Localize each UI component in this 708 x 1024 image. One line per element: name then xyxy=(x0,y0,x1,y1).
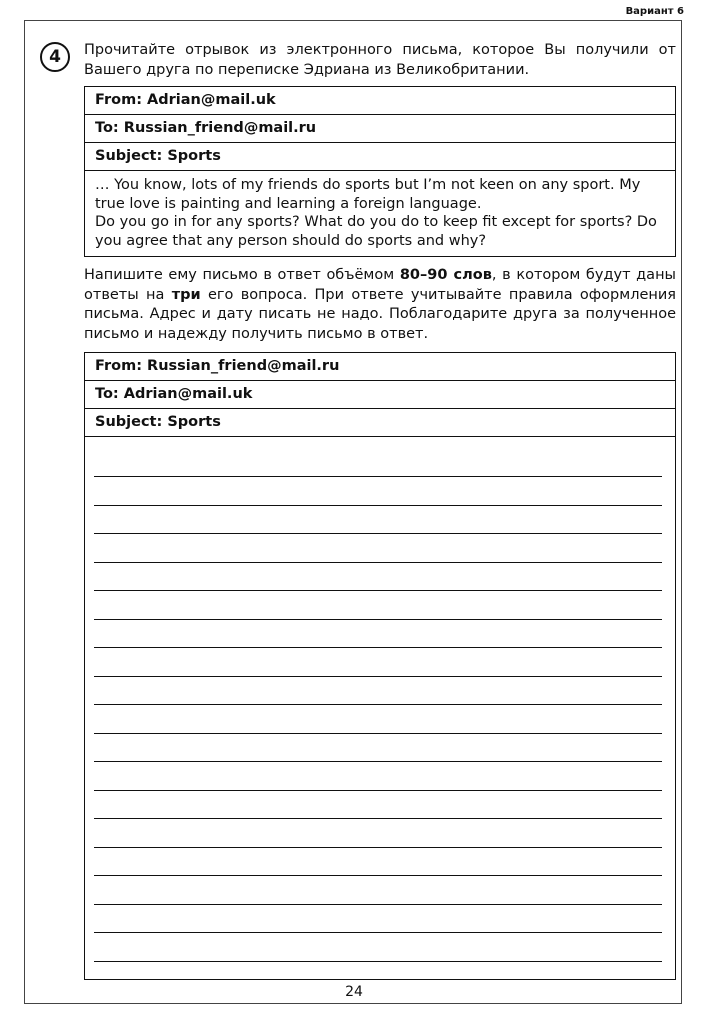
instructions-text-3: его вопроса. При ответе учитывайте правила оформления письма. Адрес и дату писать не надо. Поблагодарите друга за полученное письмо и надежду получить письмо в ответ. xyxy=(84,286,677,342)
reply-to: To: Adrian@mail.uk xyxy=(85,381,675,409)
instructions-word-count: 80–90 слов xyxy=(399,267,492,283)
answer-line[interactable] xyxy=(94,533,662,534)
variant-label: Вариант 6 xyxy=(625,6,684,17)
incoming-from: From: Adrian@mail.uk xyxy=(85,87,675,115)
answer-line[interactable] xyxy=(94,476,662,477)
answer-line[interactable] xyxy=(94,619,662,620)
reply-subject: Subject: Sports xyxy=(85,409,675,437)
instructions-text-2: , в котором будут даны ответы на xyxy=(84,267,676,303)
task-instructions xyxy=(84,266,676,344)
answer-line[interactable] xyxy=(94,733,662,734)
incoming-to: To: Russian_friend@mail.ru xyxy=(85,115,675,143)
answer-line[interactable] xyxy=(94,761,662,762)
answer-line[interactable] xyxy=(94,505,662,506)
answer-line[interactable] xyxy=(94,562,662,563)
answer-writing-area[interactable] xyxy=(85,437,675,978)
answer-line[interactable] xyxy=(94,847,662,848)
reply-email-form xyxy=(84,352,676,980)
task-intro: Прочитайте отрывок из электронного письма, которое Вы получили от Вашего друга по переписке Эдриана из Великобритании. xyxy=(84,42,676,78)
incoming-email xyxy=(84,86,676,257)
answer-line[interactable] xyxy=(94,590,662,591)
answer-line[interactable] xyxy=(94,704,662,705)
incoming-body-paragraph-1: … You know, lots of my friends do sports but I’m not keen on any sport. My true love is painting and learning a foreign language. xyxy=(95,177,641,212)
incoming-body-paragraph-2: Do you go in for any sports? What do you do to keep fit except for sports? Do you agree that any person should do sports and why? xyxy=(95,214,657,249)
answer-line[interactable] xyxy=(94,676,662,677)
task-number-badge: 4 xyxy=(40,42,70,72)
answer-line[interactable] xyxy=(94,904,662,905)
instructions-three: три xyxy=(171,286,201,303)
answer-line[interactable] xyxy=(94,818,662,819)
answer-line[interactable] xyxy=(94,961,662,962)
page-number: 24 xyxy=(345,984,363,1000)
incoming-subject: Subject: Sports xyxy=(85,143,675,171)
answer-line[interactable] xyxy=(94,790,662,791)
reply-from: From: Russian_friend@mail.ru xyxy=(85,353,675,381)
answer-line[interactable] xyxy=(94,647,662,648)
incoming-body xyxy=(85,171,675,256)
answer-line[interactable] xyxy=(94,932,662,933)
answer-line[interactable] xyxy=(94,875,662,876)
instructions-text-1: Напишите ему письмо в ответ объёмом xyxy=(84,267,400,283)
